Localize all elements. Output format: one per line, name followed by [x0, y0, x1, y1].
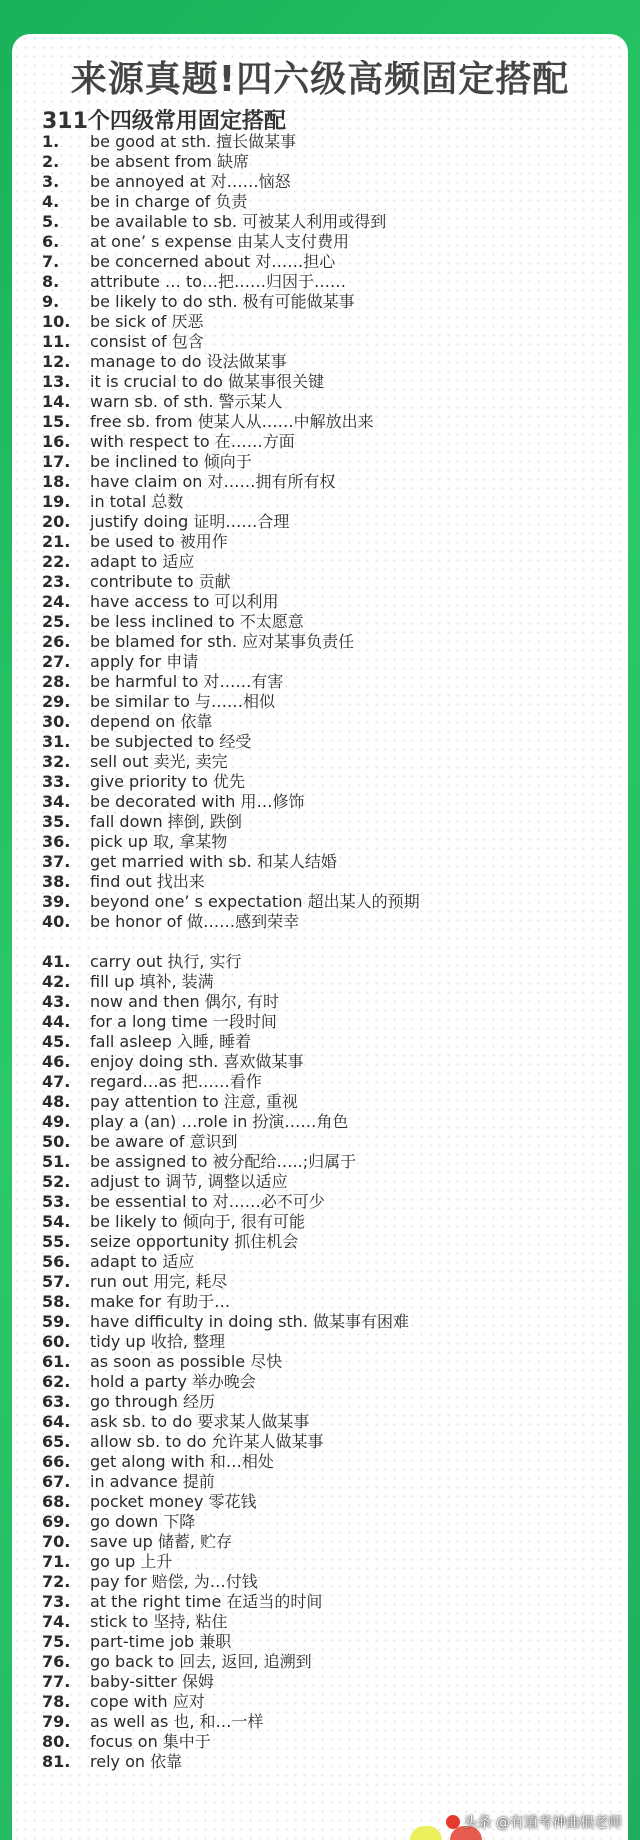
- item-number: 65.: [42, 1432, 71, 1451]
- item-text: in advance 提前: [90, 1472, 215, 1491]
- list-item: [42, 1692, 622, 1712]
- item-number: 19.: [42, 492, 71, 511]
- list-item: [42, 1632, 622, 1652]
- item-text: go back to 回去, 返回, 追溯到: [90, 1652, 312, 1671]
- list-item: [42, 572, 622, 592]
- item-number: 9.: [42, 292, 60, 311]
- list-item: [42, 192, 622, 212]
- item-text: cope with 应对: [90, 1692, 205, 1711]
- list-item: [42, 1412, 622, 1432]
- item-number: 40.: [42, 912, 71, 931]
- item-number: 55.: [42, 1232, 71, 1251]
- item-number: 43.: [42, 992, 71, 1011]
- item-text: go down 下降: [90, 1512, 196, 1531]
- list-item: [42, 1452, 622, 1472]
- list-item: [42, 612, 622, 632]
- list-item: [42, 1092, 622, 1112]
- list-item: [42, 1252, 622, 1272]
- item-text: at the right time 在适当的时间: [90, 1592, 323, 1611]
- list-item: [42, 352, 622, 372]
- list-item: [42, 152, 622, 172]
- list-item: [42, 1312, 622, 1332]
- item-text: focus on 集中于: [90, 1732, 211, 1751]
- list-item: [42, 1012, 622, 1032]
- item-text: be essential to 对……必不可少: [90, 1192, 325, 1211]
- item-number: 24.: [42, 592, 71, 611]
- watermark-text: 头条 @有道考神曲根老师: [463, 1815, 622, 1831]
- item-number: 76.: [42, 1652, 71, 1671]
- list-item: [42, 652, 622, 672]
- item-number: 41.: [42, 952, 71, 971]
- list-item: [42, 712, 622, 732]
- item-number: 56.: [42, 1252, 71, 1271]
- item-number: 1.: [42, 132, 60, 151]
- item-text: go up 上升: [90, 1552, 173, 1571]
- item-number: 18.: [42, 472, 71, 491]
- list-item: [42, 1072, 622, 1092]
- item-text: stick to 坚持, 粘住: [90, 1612, 228, 1631]
- item-text: be subjected to 经受: [90, 732, 252, 751]
- item-text: pocket money 零花钱: [90, 1492, 257, 1511]
- item-text: allow sb. to do 允许某人做某事: [90, 1432, 324, 1451]
- item-number: 7.: [42, 252, 60, 271]
- item-number: 28.: [42, 672, 71, 691]
- list-item: [42, 692, 622, 712]
- list-item: [42, 1652, 622, 1672]
- item-text: be likely to 倾向于, 很有可能: [90, 1212, 305, 1231]
- item-number: 22.: [42, 552, 71, 571]
- item-text: be good at sth. 擅长做某事: [90, 132, 297, 151]
- item-number: 2.: [42, 152, 60, 171]
- item-text: get married with sb. 和某人结婚: [90, 852, 337, 871]
- list-item: [42, 332, 622, 352]
- item-number: 35.: [42, 812, 71, 831]
- item-number: 26.: [42, 632, 71, 651]
- list-item: [42, 1432, 622, 1452]
- item-text: pick up 取, 拿某物: [90, 832, 228, 851]
- item-text: be sick of 厌恶: [90, 312, 204, 331]
- item-number: 30.: [42, 712, 71, 731]
- item-number: 17.: [42, 452, 71, 471]
- item-number: 34.: [42, 792, 71, 811]
- list-item: [42, 452, 622, 472]
- item-text: with respect to 在……方面: [90, 432, 295, 451]
- list-item: [42, 792, 622, 812]
- item-text: warn sb. of sth. 警示某人: [90, 392, 283, 411]
- item-number: 64.: [42, 1412, 71, 1431]
- item-text: be less inclined to 不太愿意: [90, 612, 304, 631]
- item-number: 49.: [42, 1112, 71, 1131]
- document-card: [12, 34, 628, 1840]
- item-number: 21.: [42, 532, 71, 551]
- item-number: 46.: [42, 1052, 71, 1071]
- item-text: be decorated with 用…修饰: [90, 792, 305, 811]
- item-number: 80.: [42, 1732, 71, 1751]
- list-item: [42, 212, 622, 232]
- item-number: 11.: [42, 332, 71, 351]
- item-text: make for 有助于…: [90, 1292, 231, 1311]
- item-text: it is crucial to do 做某事很关键: [90, 372, 324, 391]
- item-text: be harmful to 对……有害: [90, 672, 284, 691]
- item-text: now and then 偶尔, 有时: [90, 992, 279, 1011]
- item-text: consist of 包含: [90, 332, 204, 351]
- item-text: baby-sitter 保姆: [90, 1672, 214, 1691]
- item-text: adjust to 调节, 调整以适应: [90, 1172, 288, 1191]
- item-number: 51.: [42, 1152, 71, 1171]
- item-text: be blamed for sth. 应对某事负责任: [90, 632, 355, 651]
- item-text: as well as 也, 和…一样: [90, 1712, 264, 1731]
- item-number: 53.: [42, 1192, 71, 1211]
- item-number: 42.: [42, 972, 71, 991]
- list-item: [42, 1532, 622, 1552]
- item-number: 20.: [42, 512, 71, 531]
- list-item: [42, 172, 622, 192]
- list-item: [42, 1712, 622, 1732]
- item-number: 37.: [42, 852, 71, 871]
- item-text: apply for 申请: [90, 652, 199, 671]
- item-number: 23.: [42, 572, 71, 591]
- item-text: ask sb. to do 要求某人做某事: [90, 1412, 310, 1431]
- item-text: beyond one’ s expectation 超出某人的预期: [90, 892, 420, 911]
- item-text: part-time job 兼职: [90, 1632, 232, 1651]
- item-number: 3.: [42, 172, 60, 191]
- item-number: 50.: [42, 1132, 71, 1151]
- item-text: adapt to 适应: [90, 552, 195, 571]
- list-item: [42, 812, 622, 832]
- item-text: play a (an) …role in 扮演……角色: [90, 1112, 349, 1131]
- list-item: [42, 1492, 622, 1512]
- list-item: [42, 132, 622, 152]
- list-item: [42, 1032, 622, 1052]
- item-text: justify doing 证明……合理: [90, 512, 290, 531]
- item-text: be honor of 做……感到荣幸: [90, 912, 300, 931]
- list-item: [42, 292, 622, 312]
- list-item: [42, 1132, 622, 1152]
- item-number: 67.: [42, 1472, 71, 1491]
- item-number: 29.: [42, 692, 71, 711]
- list-item: [42, 672, 622, 692]
- item-number: 66.: [42, 1452, 71, 1471]
- item-number: 73.: [42, 1592, 71, 1611]
- item-text: have access to 可以利用: [90, 592, 279, 611]
- item-number: 44.: [42, 1012, 71, 1031]
- item-text: be annoyed at 对……恼怒: [90, 172, 291, 191]
- item-number: 62.: [42, 1372, 71, 1391]
- list-item: [42, 1112, 622, 1132]
- list-item: [42, 532, 622, 552]
- item-number: 4.: [42, 192, 60, 211]
- item-text: be concerned about 对……担心: [90, 252, 336, 271]
- item-number: 6.: [42, 232, 60, 251]
- item-text: give priority to 优先: [90, 772, 245, 791]
- item-number: 57.: [42, 1272, 71, 1291]
- watermark: [446, 1812, 622, 1832]
- list-item: [42, 472, 622, 492]
- item-number: 61.: [42, 1352, 71, 1371]
- item-text: seize opportunity 抓住机会: [90, 1232, 299, 1251]
- item-number: 69.: [42, 1512, 71, 1531]
- item-number: 72.: [42, 1572, 71, 1591]
- list-item: [42, 912, 622, 932]
- list-item: [42, 772, 622, 792]
- item-text: be absent from 缺席: [90, 152, 250, 171]
- item-number: 32.: [42, 752, 71, 771]
- item-text: regard…as 把……看作: [90, 1072, 262, 1091]
- list-item: [42, 1552, 622, 1572]
- item-number: 48.: [42, 1092, 71, 1111]
- list-item: [42, 1472, 622, 1492]
- item-number: 70.: [42, 1532, 71, 1551]
- item-text: get along with 和…相处: [90, 1452, 274, 1471]
- item-text: for a long time 一段时间: [90, 1012, 277, 1031]
- item-number: 54.: [42, 1212, 71, 1231]
- item-number: 8.: [42, 272, 60, 291]
- item-text: pay for 赔偿, 为…付钱: [90, 1572, 258, 1591]
- list-item: [42, 552, 622, 572]
- item-text: tidy up 收拾, 整理: [90, 1332, 225, 1351]
- list-item: [42, 1332, 622, 1352]
- item-text: find out 找出来: [90, 872, 205, 891]
- list-item: [42, 392, 622, 412]
- list-item: [42, 1272, 622, 1292]
- list-item: [42, 592, 622, 612]
- list-item: [42, 1732, 622, 1752]
- item-text: enjoy doing sth. 喜欢做某事: [90, 1052, 304, 1071]
- item-number: 14.: [42, 392, 71, 411]
- item-text: be used to 被用作: [90, 532, 228, 551]
- list-item: [42, 1372, 622, 1392]
- list-item: [42, 1592, 622, 1612]
- item-text: free sb. from 使某人从……中解放出来: [90, 412, 374, 431]
- item-number: 13.: [42, 372, 71, 391]
- item-text: hold a party 举办晚会: [90, 1372, 256, 1391]
- item-text: be inclined to 倾向于: [90, 452, 252, 471]
- item-number: 15.: [42, 412, 71, 431]
- item-text: attribute … to…把……归因于……: [90, 272, 347, 291]
- item-number: 74.: [42, 1612, 71, 1631]
- item-text: fill up 填补, 装满: [90, 972, 214, 991]
- list-item: [42, 1212, 622, 1232]
- item-number: 63.: [42, 1392, 71, 1411]
- item-text: be in charge of 负责: [90, 192, 248, 211]
- item-text: have difficulty in doing sth. 做某事有困难: [90, 1312, 409, 1331]
- item-number: 38.: [42, 872, 71, 891]
- item-number: 52.: [42, 1172, 71, 1191]
- item-number: 78.: [42, 1692, 71, 1711]
- list-item: [42, 1052, 622, 1072]
- item-number: 79.: [42, 1712, 71, 1731]
- item-text: be likely to do sth. 极有可能做某事: [90, 292, 355, 311]
- item-text: be aware of 意识到: [90, 1132, 238, 1151]
- item-text: rely on 依靠: [90, 1752, 183, 1771]
- list-item: [42, 1192, 622, 1212]
- item-number: 77.: [42, 1672, 71, 1691]
- item-number: 36.: [42, 832, 71, 851]
- list-item: [42, 952, 622, 972]
- list-item: [42, 872, 622, 892]
- item-text: depend on 依靠: [90, 712, 213, 731]
- item-number: 58.: [42, 1292, 71, 1311]
- item-text: be available to sb. 可被某人利用或得到: [90, 212, 387, 231]
- list-item: [42, 512, 622, 532]
- item-number: 81.: [42, 1752, 71, 1771]
- item-number: 68.: [42, 1492, 71, 1511]
- list-subtitle: 311个四级常用固定搭配: [42, 109, 286, 134]
- item-text: fall asleep 入睡, 睡着: [90, 1032, 252, 1051]
- item-number: 10.: [42, 312, 71, 331]
- list-item: [42, 832, 622, 852]
- list-item: [42, 1392, 622, 1412]
- list-item: [42, 232, 622, 252]
- item-text: sell out 卖光, 卖完: [90, 752, 228, 771]
- item-number: 75.: [42, 1632, 71, 1651]
- item-number: 12.: [42, 352, 71, 371]
- toutiao-logo-icon: [446, 1815, 460, 1829]
- item-text: be assigned to 被分配给…..;归属于: [90, 1152, 357, 1171]
- list-item: [42, 1152, 622, 1172]
- list-item: [42, 1352, 622, 1372]
- item-number: 16.: [42, 432, 71, 451]
- list-item: [42, 372, 622, 392]
- list-item: [42, 1172, 622, 1192]
- item-number: 33.: [42, 772, 71, 791]
- item-text: run out 用完, 耗尽: [90, 1272, 228, 1291]
- item-text: adapt to 适应: [90, 1252, 195, 1271]
- list-item: [42, 252, 622, 272]
- item-text: carry out 执行, 实行: [90, 952, 242, 971]
- list-item: [42, 1232, 622, 1252]
- list-item: [42, 1672, 622, 1692]
- item-number: 39.: [42, 892, 71, 911]
- item-text: save up 储蓄, 贮存: [90, 1532, 233, 1551]
- list-item: [42, 1292, 622, 1312]
- list-item: [42, 632, 622, 652]
- item-number: 25.: [42, 612, 71, 631]
- list-item: [42, 752, 622, 772]
- list-item: [42, 312, 622, 332]
- item-number: 31.: [42, 732, 71, 751]
- list-item: [42, 732, 622, 752]
- phrase-list: [42, 132, 622, 1772]
- list-item: [42, 432, 622, 452]
- item-number: 71.: [42, 1552, 71, 1571]
- list-item: [42, 272, 622, 292]
- page-title: 来源真题!四六级高频固定搭配: [70, 59, 570, 100]
- item-text: fall down 摔倒, 跌倒: [90, 812, 242, 831]
- list-item: [42, 992, 622, 1012]
- item-text: go through 经历: [90, 1392, 215, 1411]
- list-item: [42, 1612, 622, 1632]
- item-text: contribute to 贡献: [90, 572, 231, 591]
- item-text: pay attention to 注意, 重视: [90, 1092, 298, 1111]
- item-number: 45.: [42, 1032, 71, 1051]
- list-item: [42, 892, 622, 912]
- item-number: 60.: [42, 1332, 71, 1351]
- item-text: at one’ s expense 由某人支付费用: [90, 232, 349, 251]
- list-item: [42, 852, 622, 872]
- item-text: be similar to 与……相似: [90, 692, 275, 711]
- item-text: in total 总数: [90, 492, 184, 511]
- item-number: 5.: [42, 212, 60, 231]
- item-number: 59.: [42, 1312, 71, 1331]
- list-item: [42, 492, 622, 512]
- list-item: [42, 412, 622, 432]
- item-number: 27.: [42, 652, 71, 671]
- list-item: [42, 1752, 622, 1772]
- list-item: [42, 1572, 622, 1592]
- list-item: [42, 972, 622, 992]
- item-text: manage to do 设法做某事: [90, 352, 287, 371]
- list-item: [42, 1512, 622, 1532]
- item-number: 47.: [42, 1072, 71, 1091]
- item-text: have claim on 对……拥有所有权: [90, 472, 336, 491]
- item-text: as soon as possible 尽快: [90, 1352, 283, 1371]
